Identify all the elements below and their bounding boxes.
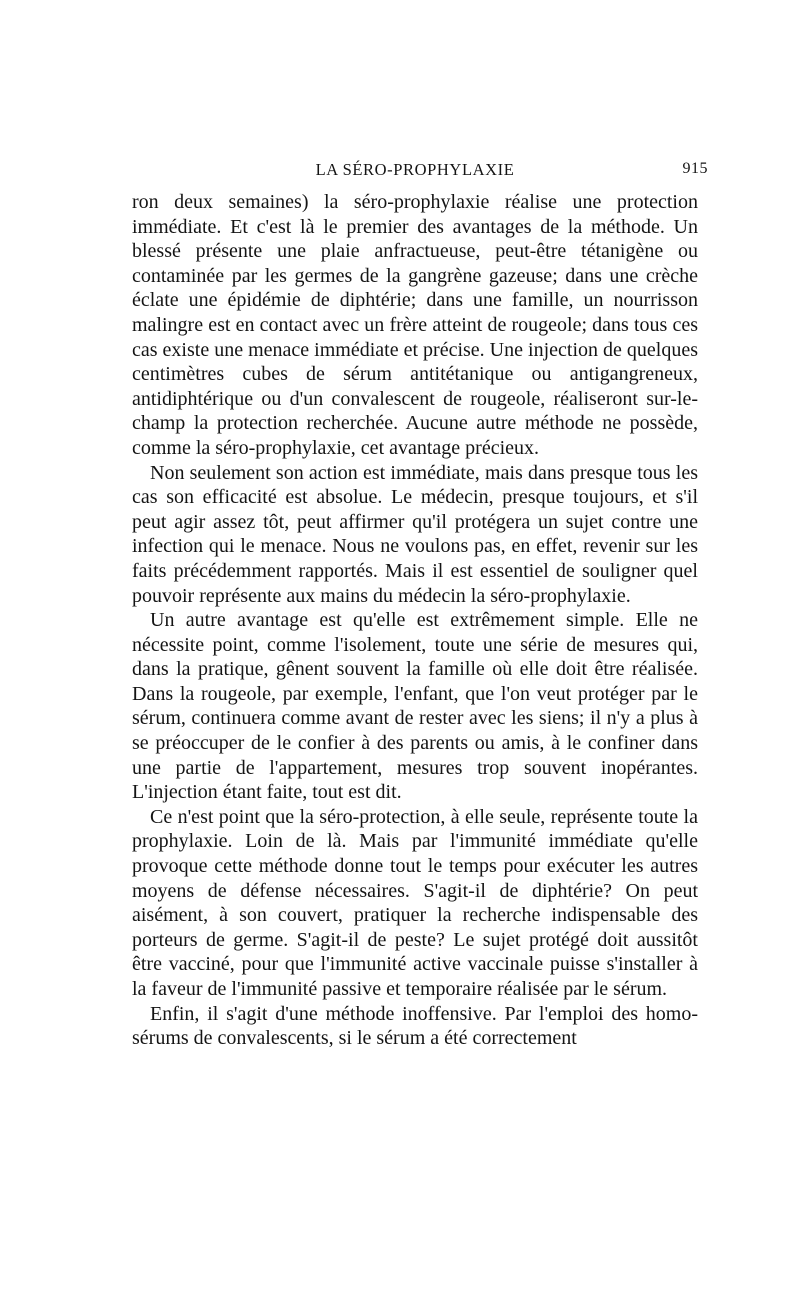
paragraph-3: Un autre avantage est qu'elle est extrêmement simple. Elle ne nécessite point, comme l'isolement, toute une série de mesures qui, dans la pratique, gênent souvent la famille où elle doit être réalisée. Dans la rougeole, par exemple, l'enfant, que l'on veut protéger par le sérum, continuera comme avant de rester avec les siens; il n'y a plus à se préoccuper de le confier à des parents ou amis, à le confiner dans une partie de l'appartement, mesures trop souvent inopérantes. L'injection étant faite, tout est dit.: [132, 609, 698, 804]
body-text: [132, 190, 698, 1051]
book-page: [132, 150, 708, 1051]
paragraph-1: ron deux semaines) la séro-prophylaxie réalise une protection immédiate. Et c'est là le premier des avantages de la méthode. Un blessé présente une plaie anfractueuse, peut-être tétanigène ou contaminée par les germes de la gangrène gazeuse; dans une crèche éclate une épidémie de diphtérie; dans une famille, un nourrisson malingre est en contact avec un frère atteint de rougeole; dans tous ces cas existe une menace immédiate et précise. Une injection de quelques centimètres cubes de sérum antitétanique ou antigangreneux, antidiphtérique ou d'un convalescent de rougeole, réaliseront sur-le-champ la protection recherchée. Aucune autre méthode ne possède, comme la séro-prophylaxie, cet avantage précieux.: [132, 191, 698, 459]
running-title: LA SÉRO-PROPHYLAXIE: [315, 160, 515, 179]
page-header: [132, 150, 708, 190]
paragraph-2: Non seulement son action est immédiate, mais dans presque tous les cas son efficacité est absolue. Le médecin, presque toujours, et s'il peut agir assez tôt, peut affirmer qu'il protégera un sujet contre une infection qui le menace. Nous ne voulons pas, en effet, revenir sur les faits précédemment rapportés. Mais il est essentiel de souligner quel pouvoir représente aux mains du médecin la séro-prophylaxie.: [132, 461, 698, 607]
page-number: 915: [682, 160, 708, 177]
paragraph-5: Enfin, il s'agit d'une méthode inoffensive. Par l'emploi des homo-sérums de convalescents, si le sérum a été correctement: [132, 1002, 698, 1050]
paragraph-4: Ce n'est point que la séro-protection, à elle seule, représente toute la prophylaxie. Loin de là. Mais par l'immunité immédiate qu'elle provoque cette méthode donne tout le temps pour exécuter les autres moyens de défense nécessaires. S'agit-il de diphtérie? On peut aisément, à son couvert, pratiquer la recherche indispensable des porteurs de germe. S'agit-il de peste? Le sujet protégé doit aussitôt être vacciné, pour que l'immunité active vaccinale puisse s'installer à la faveur de l'immunité passive et temporaire réalisée par le sérum.: [132, 805, 698, 1000]
